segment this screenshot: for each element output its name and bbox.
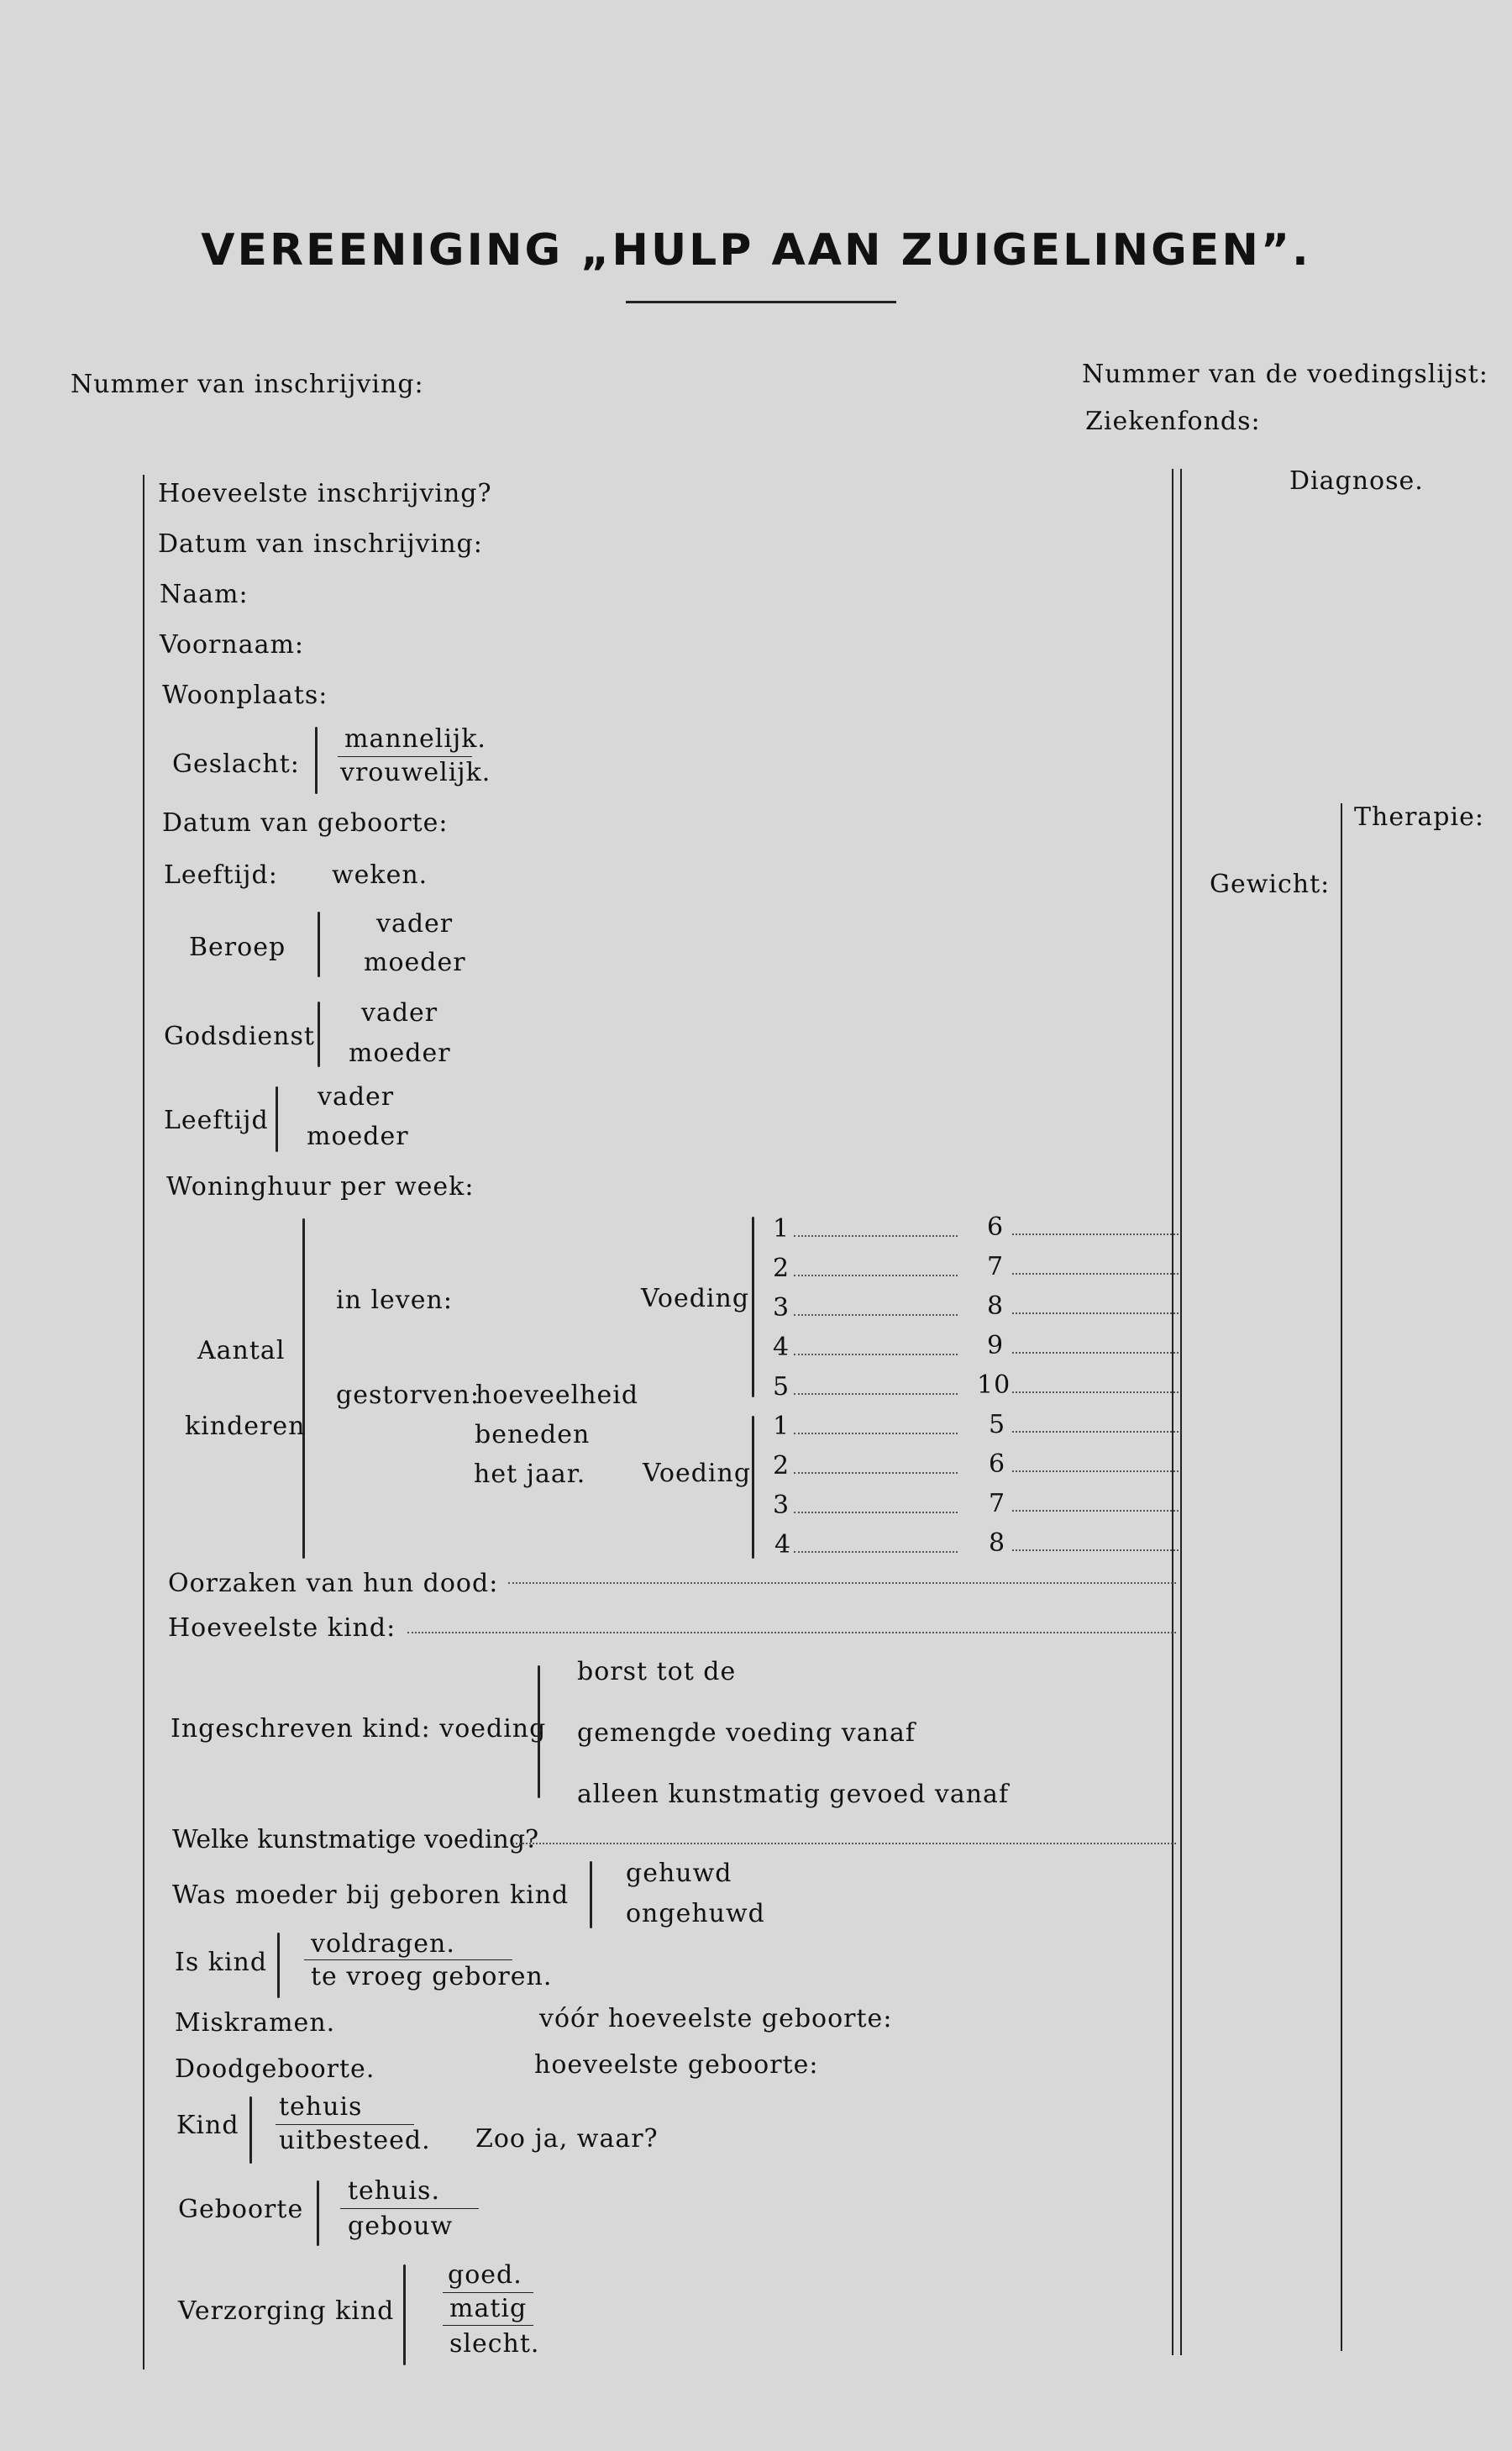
birth-building-option: gebouw: [348, 2212, 454, 2241]
dotted-line: [794, 1512, 958, 1513]
alive-number-right: 7: [987, 1252, 1005, 1281]
title-underline: [626, 301, 896, 303]
children-label-1: Aantal: [197, 1336, 286, 1365]
occupation-father: vader: [376, 909, 454, 939]
died-number-right: 7: [989, 1489, 1006, 1518]
married-option: gehuwd: [626, 1859, 732, 1888]
mother-brace: [590, 1861, 592, 1928]
which-artificial-line: [512, 1843, 1176, 1844]
is-child-brace: [277, 1933, 280, 1998]
alive-number-right: 9: [987, 1331, 1005, 1360]
therapy-rule: [1341, 803, 1342, 2351]
rent-label: Woninghuur per week:: [166, 1172, 475, 1202]
is-child-label: Is kind: [175, 1948, 268, 1977]
therapy-label: Therapie:: [1354, 802, 1484, 832]
children-died-label: gestorven:: [336, 1381, 480, 1410]
occupation-mother: moeder: [364, 948, 466, 977]
dotted-line: [1012, 1312, 1179, 1314]
name-label: Naam:: [160, 580, 249, 609]
full-term-option: voldragen.: [311, 1929, 455, 1959]
dotted-line: [1012, 1549, 1179, 1551]
residence-label: Woonplaats:: [162, 681, 328, 710]
stillbirth-label: Doodgeboorte.: [175, 2054, 375, 2084]
dotted-line: [794, 1275, 958, 1276]
registration-number-label: Nummer van inschrijving:: [71, 370, 424, 399]
weight-label: Gewicht:: [1210, 870, 1331, 899]
dotted-line: [794, 1314, 958, 1316]
children-brace: [302, 1218, 305, 1559]
died-number-left: 1: [773, 1412, 790, 1441]
dotted-line: [794, 1354, 958, 1355]
alive-feeding-label: Voeding: [641, 1284, 750, 1313]
registration-date-label: Datum van inschrijving:: [158, 529, 483, 559]
religion-mother: moeder: [349, 1039, 451, 1068]
sex-label: Geslacht:: [172, 750, 300, 779]
is-child-divider: [304, 1959, 512, 1960]
occupation-brace: [318, 912, 320, 977]
sex-female-option: vrouwelijk.: [340, 758, 491, 787]
premature-option: te vroeg geboren.: [311, 1962, 553, 1991]
alive-number-left: 4: [773, 1333, 790, 1362]
mother-at-birth-label: Was moeder bij geboren kind: [172, 1880, 570, 1910]
parents-age-father: vader: [318, 1082, 395, 1112]
sex-brace: [315, 727, 318, 794]
birth-brace: [317, 2180, 319, 2246]
which-child-label: Hoeveelste kind:: [168, 1613, 396, 1643]
which-registration-label: Hoeveelste inschrijving?: [158, 479, 492, 508]
died-number-right: 8: [989, 1528, 1006, 1558]
dotted-line: [1012, 1233, 1179, 1235]
birth-date-label: Datum van geboorte:: [162, 808, 449, 838]
parents-age-brace: [276, 1086, 278, 1152]
registered-child-label: Ingeschreven kind: voeding: [171, 1714, 547, 1744]
care-moderate-option: matig: [449, 2294, 528, 2323]
religion-father: vader: [361, 998, 438, 1028]
dotted-line: [794, 1235, 958, 1237]
alive-number-left: 1: [773, 1214, 790, 1244]
page-title: VEREENIGING „HULP AAN ZUIGELINGEN”.: [201, 225, 1311, 276]
dotted-line: [1012, 1470, 1179, 1472]
birth-label: Geboorte: [178, 2195, 304, 2224]
alive-number-right: 8: [987, 1291, 1005, 1321]
sex-option-divider: [338, 756, 472, 757]
care-good-option: goed.: [448, 2260, 522, 2290]
dotted-line: [1012, 1273, 1179, 1275]
child-care-brace: [403, 2264, 406, 2365]
first-name-label: Voornaam:: [160, 630, 305, 660]
alive-number-right: 10: [977, 1370, 1011, 1400]
diagnosis-rule-2: [1180, 469, 1182, 2355]
dotted-line: [794, 1433, 958, 1434]
which-child-line: [407, 1632, 1176, 1633]
form-left-rule: [143, 475, 144, 2369]
alive-number-left: 5: [773, 1372, 790, 1402]
care-bad-option: slecht.: [449, 2329, 540, 2359]
child-care-label: Verzorging kind: [178, 2296, 395, 2326]
birth-home-option: tehuis.: [348, 2176, 440, 2206]
placed-out-option: uitbesteed.: [279, 2126, 431, 2155]
alive-number-left: 2: [773, 1254, 790, 1283]
dotted-line: [794, 1393, 958, 1395]
feeding-list-number-label: Nummer van de voedingslijst:: [1082, 360, 1488, 389]
alive-number-right: 6: [987, 1212, 1005, 1242]
dotted-line: [1012, 1431, 1179, 1433]
dotted-line: [1012, 1352, 1179, 1354]
care-divider-2: [443, 2325, 533, 2326]
died-feeding-label: Voeding: [643, 1459, 752, 1488]
parents-age-label: Leeftijd: [164, 1106, 269, 1135]
feeding-brace: [538, 1665, 540, 1798]
child-label: Kind: [176, 2111, 239, 2140]
death-causes-label: Oorzaken van hun dood:: [168, 1569, 499, 1598]
diagnosis-label: Diagnose.: [1289, 466, 1424, 496]
at-home-option: tehuis: [279, 2092, 363, 2122]
health-fund-label: Ziekenfonds:: [1085, 407, 1261, 436]
age-label: Leeftijd:: [164, 860, 278, 890]
which-birth-label: hoeveelste geboorte:: [534, 2050, 819, 2080]
died-feeding-brace: [752, 1416, 754, 1559]
children-died-detail-3: het jaar.: [474, 1460, 586, 1489]
alive-number-left: 3: [773, 1293, 790, 1323]
parents-age-mother: moeder: [307, 1122, 409, 1151]
miscarriages-label: Miskramen.: [175, 2008, 336, 2038]
dotted-line: [1012, 1391, 1179, 1393]
dotted-line: [794, 1551, 958, 1553]
child-brace: [249, 2096, 252, 2164]
died-number-left: 2: [773, 1451, 790, 1481]
died-number-right: 5: [989, 1410, 1006, 1439]
religion-label: Godsdienst: [164, 1022, 315, 1051]
occupation-label: Beroep: [189, 933, 286, 962]
unmarried-option: ongehuwd: [626, 1899, 765, 1928]
dotted-line: [794, 1472, 958, 1474]
before-which-birth-label: vóór hoeveelste geboorte:: [539, 2004, 893, 2033]
diagnosis-rule-1: [1172, 469, 1173, 2355]
dotted-line: [1012, 1510, 1179, 1512]
feeding-artificial-label: alleen kunstmatig gevoed vanaf: [577, 1780, 1010, 1809]
children-alive-label: in leven:: [336, 1286, 453, 1315]
death-causes-line: [508, 1582, 1176, 1584]
died-number-right: 6: [989, 1449, 1006, 1479]
children-label-2: kinderen: [185, 1412, 306, 1441]
if-yes-where-label: Zoo ja, waar?: [475, 2124, 659, 2154]
birth-divider: [340, 2208, 479, 2209]
children-died-detail-2: beneden: [475, 1420, 591, 1449]
feeding-breast-label: borst tot de: [577, 1657, 737, 1686]
children-died-detail-1: hoeveelheid: [475, 1381, 639, 1410]
sex-male-option: mannelijk.: [344, 724, 486, 754]
died-number-left: 3: [773, 1491, 790, 1520]
alive-feeding-brace: [752, 1217, 754, 1397]
care-divider-1: [443, 2292, 533, 2293]
religion-brace: [318, 1002, 320, 1067]
feeding-mixed-label: gemengde voeding vanaf: [577, 1718, 916, 1748]
died-number-left: 4: [774, 1530, 792, 1559]
which-artificial-label: Welke kunstmatige voeding?: [172, 1825, 539, 1854]
age-unit-label: weken.: [332, 860, 428, 890]
child-divider: [276, 2124, 414, 2125]
